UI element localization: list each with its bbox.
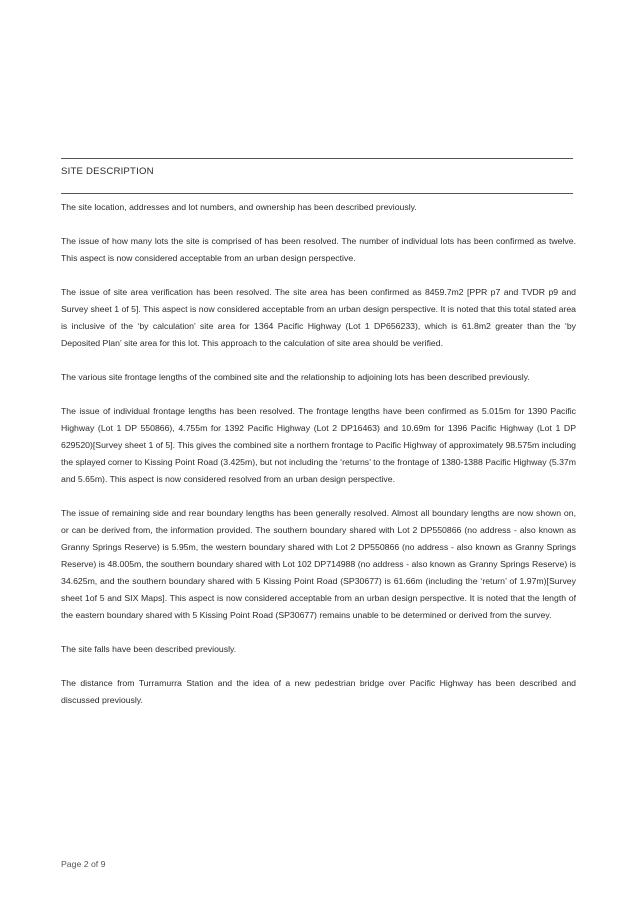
paragraph-boundary-lengths: The issue of remaining side and rear boundary lengths has been generally resolved. Almost all boundary lengths are now shown on, or can be derived from, the information provided. The southern boundary shared with Lot 2 DP550866 (no address - also known as Granny Springs Reserve) is 5.95m, the western boundary shared with Lot 2 DP550866 (no address - also known as Granny Springs Reserve) is 48.005m, the southern boundary shared with Lot 102 DP714988 (no address - also known as Granny Springs Reserve) is 34.625m, and the southern boundary shared with 5 Kissing Point Road (SP30677) is 61.66m (including the ‘return’ of 1.97m)[Survey sheet 1of 5 and SIX Maps]. This aspect is now considered acceptable from an urban design perspective. It is noted that the length of the eastern boundary shared with 5 Kissing Point Road (SP30677) remains unable to be determined or derived from the survey. — [61, 508, 576, 620]
paragraph-site-area: The issue of site area verification has been resolved. The site area has been confirmed as 8459.7m2 [PPR p7 and TVDR p9 and Survey sheet 1 of 5]. This aspect is now considered acceptable from an urban design perspective. It is noted that this total stated area is inclusive of the ‘by calculation’ site area for 1364 Pacific Highway (Lot 1 DP656233), which is 61.8m2 greater than the ‘by Deposited Plan’ site area for this lot. This approach to the calculation of site area should be verified. — [61, 287, 576, 348]
body-text — [61, 199, 576, 726]
section-heading: SITE DESCRIPTION — [61, 166, 154, 177]
paragraph-site-falls: The site falls have been described previously. — [61, 644, 237, 654]
paragraph-station-distance: The distance from Turramurra Station and the idea of a new pedestrian bridge over Pacific Highway has been described and discussed previously. — [61, 678, 576, 705]
heading-rule-bottom — [61, 193, 573, 194]
page-number: Page 2 of 9 — [61, 859, 106, 869]
heading-rule-top — [61, 158, 573, 159]
paragraph-frontage-lengths: The issue of individual frontage lengths has been resolved. The frontage lengths have been confirmed as 5.015m for 1390 Pacific Highway (Lot 1 DP 550866), 4.755m for 1392 Pacific Highway (Lot 2 DP16463) and 10.69m for 1396 Pacific Highway (Lot 1 DP 629520)[Survey sheet 1 of 5]. This gives the combined site a northern frontage to Pacific Highway of approximately 98.575m including the splayed corner to Kissing Point Road (3.425m), but not including the ‘returns’ to the frontage of 1380-1388 Pacific Highway (5.37m and 5.65m). This aspect is now considered resolved from an urban design perspective. — [61, 406, 576, 484]
paragraph-site-location: The site location, addresses and lot numbers, and ownership has been described previously. — [61, 202, 417, 212]
paragraph-frontage-overview: The various site frontage lengths of the combined site and the relationship to adjoining lots has been described previously. — [61, 372, 530, 382]
paragraph-lot-count: The issue of how many lots the site is comprised of has been resolved. The number of individual lots has been confirmed as twelve. This aspect is now considered acceptable from an urban design perspective. — [61, 236, 576, 263]
